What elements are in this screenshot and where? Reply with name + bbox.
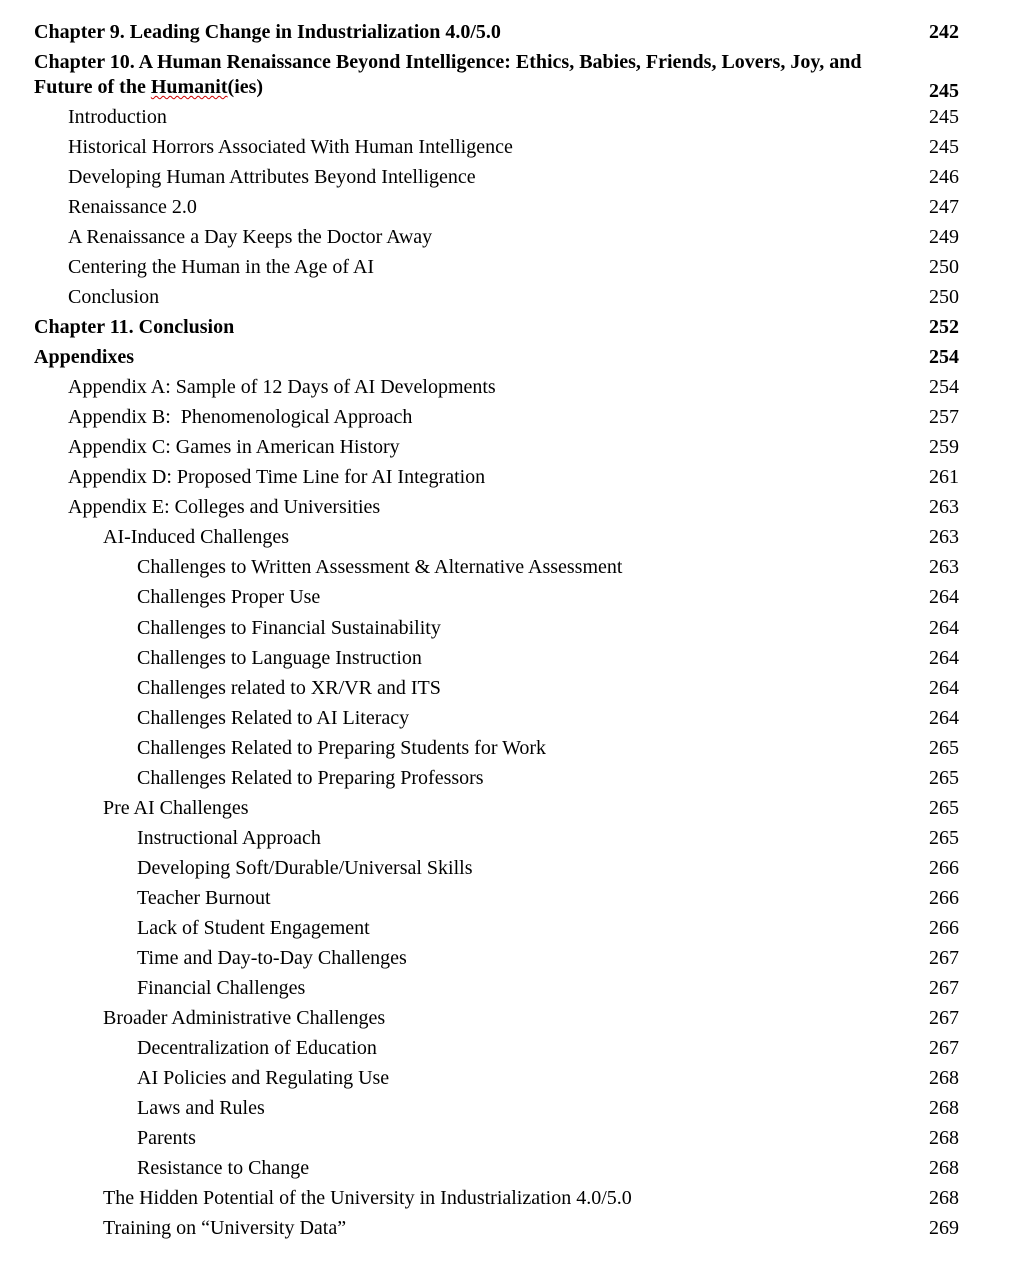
toc-entry xyxy=(0,1033,1036,1063)
toc-entry xyxy=(0,192,1036,222)
toc-entry-chapter-11 xyxy=(0,312,1036,342)
toc-entry-page: 247 xyxy=(929,196,959,218)
toc-entry xyxy=(0,1093,1036,1123)
toc-entry xyxy=(0,1123,1036,1153)
toc-entry-title: Appendix B: Phenomenological Approach xyxy=(68,406,413,428)
toc-entry xyxy=(0,1213,1036,1243)
toc-entry-title: Appendix A: Sample of 12 Days of AI Developments xyxy=(68,376,496,398)
toc-entry-title: Challenges Proper Use xyxy=(137,586,321,608)
toc-entry-page: 264 xyxy=(929,707,959,729)
toc-entry xyxy=(0,462,1036,492)
toc-entry-title: Teacher Burnout xyxy=(137,887,271,909)
toc-entry xyxy=(0,973,1036,1003)
toc-entry-title: Laws and Rules xyxy=(137,1097,265,1119)
toc-entry-title: Appendixes xyxy=(34,346,135,368)
spellcheck-flagged-word[interactable]: Humanit xyxy=(150,76,228,98)
toc-entry-title: Renaissance 2.0 xyxy=(68,196,197,218)
toc-entry-page: 265 xyxy=(929,797,959,819)
toc-entry-title: Developing Soft/Durable/Universal Skills xyxy=(137,857,473,879)
toc-entry-title: Challenges to Financial Sustainability xyxy=(137,617,441,639)
toc-entry-title: Chapter 9. Leading Change in Industrialization 4.0/5.0 xyxy=(34,21,501,43)
toc-entry xyxy=(0,1153,1036,1183)
toc-entry xyxy=(0,883,1036,913)
toc-entry-title: Challenges related to XR/VR and ITS xyxy=(137,677,441,699)
toc-entry-title xyxy=(34,50,924,100)
toc-entry-title: Challenges Related to Preparing Professors xyxy=(137,767,484,789)
toc-entry xyxy=(0,733,1036,763)
toc-entry-title: Challenges to Written Assessment & Alternative Assessment xyxy=(137,556,623,578)
toc-entry xyxy=(0,853,1036,883)
toc-entry xyxy=(0,522,1036,552)
toc-entry-title: Parents xyxy=(137,1127,196,1149)
toc-entry-page: 268 xyxy=(929,1067,959,1089)
toc-entry xyxy=(0,252,1036,282)
toc-entry-page: 268 xyxy=(929,1187,959,1209)
toc-entry-title: Chapter 11. Conclusion xyxy=(34,316,235,338)
toc-entry-title: The Hidden Potential of the University in Industrialization 4.0/5.0 xyxy=(103,1187,632,1209)
title-part: Chapter 10. A Human Renaissance Beyond Intelligence: Ethics, Babies, Friends, Lovers, Joy, and Future of the xyxy=(34,51,862,98)
toc-entry-page: 268 xyxy=(929,1127,959,1149)
toc-entry-title: Challenges Related to Preparing Students for Work xyxy=(137,737,547,759)
toc-entry xyxy=(0,703,1036,733)
toc-entry-page: 266 xyxy=(929,917,959,939)
toc-entry xyxy=(0,372,1036,402)
toc-entry-title: Challenges Related to AI Literacy xyxy=(137,707,410,729)
toc-entry-page: 263 xyxy=(929,496,959,518)
toc-entry-page: 265 xyxy=(929,827,959,849)
toc-entry-title: Developing Human Attributes Beyond Intelligence xyxy=(68,166,476,188)
toc-entry-page: 264 xyxy=(929,647,959,669)
toc-entry-page: 254 xyxy=(929,346,959,368)
toc-entry-page: 268 xyxy=(929,1097,959,1119)
toc-entry-page: 266 xyxy=(929,857,959,879)
toc-entry xyxy=(0,913,1036,943)
toc-entry-page: 259 xyxy=(929,436,959,458)
toc-entry-page: 250 xyxy=(929,256,959,278)
toc-entry-title: AI Policies and Regulating Use xyxy=(137,1067,390,1089)
toc-entry-title: Centering the Human in the Age of AI xyxy=(68,256,375,278)
toc-entry xyxy=(0,282,1036,312)
toc-entry-page: 264 xyxy=(929,586,959,608)
toc-entry xyxy=(0,162,1036,192)
toc-entry xyxy=(0,793,1036,823)
toc-entry-page: 249 xyxy=(929,226,959,248)
toc-entry xyxy=(0,552,1036,582)
toc-entry xyxy=(0,1003,1036,1033)
toc-entry xyxy=(0,943,1036,973)
toc-entry-title: Lack of Student Engagement xyxy=(137,917,370,939)
toc-entry-title: Introduction xyxy=(68,106,167,128)
toc-entry-title: AI-Induced Challenges xyxy=(103,526,290,548)
toc-entry xyxy=(0,132,1036,162)
toc-entry xyxy=(0,643,1036,673)
toc-entry-page: 265 xyxy=(929,737,959,759)
toc-entry-page: 245 xyxy=(929,106,959,128)
toc-entry xyxy=(0,823,1036,853)
toc-entry-page: 267 xyxy=(929,1007,959,1029)
toc-entry xyxy=(0,1183,1036,1213)
toc-entry xyxy=(0,763,1036,793)
toc-entry-page: 264 xyxy=(929,617,959,639)
toc-entry-page: 254 xyxy=(929,376,959,398)
toc-entry-title: Training on “University Data” xyxy=(103,1217,347,1239)
toc-entry-page: 267 xyxy=(929,977,959,999)
toc-entry-title: Pre AI Challenges xyxy=(103,797,249,819)
toc-entry-title: Decentralization of Education xyxy=(137,1037,377,1059)
toc-entry-page: 242 xyxy=(929,21,959,43)
toc-entry-page: 263 xyxy=(929,526,959,548)
toc-entry-page: 250 xyxy=(929,286,959,308)
toc-entry-page: 263 xyxy=(929,556,959,578)
toc-entry-page: 261 xyxy=(929,466,959,488)
toc-entry xyxy=(0,673,1036,703)
toc-entry-title: Resistance to Change xyxy=(137,1157,310,1179)
toc-entry-title: A Renaissance a Day Keeps the Doctor Away xyxy=(68,226,433,248)
toc-entry-page: 266 xyxy=(929,887,959,909)
toc-entry-title: Financial Challenges xyxy=(137,977,306,999)
toc-entry-page: 267 xyxy=(929,1037,959,1059)
toc-entry-title: Conclusion xyxy=(68,286,160,308)
toc-entry xyxy=(0,402,1036,432)
title-part: (ies) xyxy=(227,76,264,98)
toc-entry-title: Appendix C: Games in American History xyxy=(68,436,400,458)
toc-entry-title: Historical Horrors Associated With Human Intelligence xyxy=(68,136,513,158)
toc-entry xyxy=(0,432,1036,462)
toc-entry-title: Appendix D: Proposed Time Line for AI Integration xyxy=(68,466,486,488)
toc-entry-title: Broader Administrative Challenges xyxy=(103,1007,386,1029)
toc-entry-page: 252 xyxy=(929,316,959,338)
toc-entry xyxy=(0,102,1036,132)
toc-entry-title: Time and Day-to-Day Challenges xyxy=(137,947,407,969)
toc-entry-page: 268 xyxy=(929,1157,959,1179)
toc-entry xyxy=(0,1063,1036,1093)
toc-entry-chapter-9 xyxy=(0,17,1036,47)
toc-entry-page: 267 xyxy=(929,947,959,969)
toc-entry-title: Instructional Approach xyxy=(137,827,321,849)
toc-entry-page: 245 xyxy=(929,136,959,158)
toc-entry-page: 246 xyxy=(929,166,959,188)
toc-entry-page: 245 xyxy=(929,80,959,102)
toc-entry-page: 265 xyxy=(929,767,959,789)
toc-entry-page: 257 xyxy=(929,406,959,428)
toc-entry-chapter-10 xyxy=(0,50,1036,106)
toc-entry-title: Challenges to Language Instruction xyxy=(137,647,422,669)
toc-entry xyxy=(0,492,1036,522)
toc-entry-page: 269 xyxy=(929,1217,959,1239)
toc-entry xyxy=(0,222,1036,252)
toc-entry xyxy=(0,613,1036,643)
toc-entry-page: 264 xyxy=(929,677,959,699)
toc-entry-title: Appendix E: Colleges and Universities xyxy=(68,496,381,518)
toc-entry xyxy=(0,582,1036,612)
toc-entry-appendixes xyxy=(0,342,1036,372)
